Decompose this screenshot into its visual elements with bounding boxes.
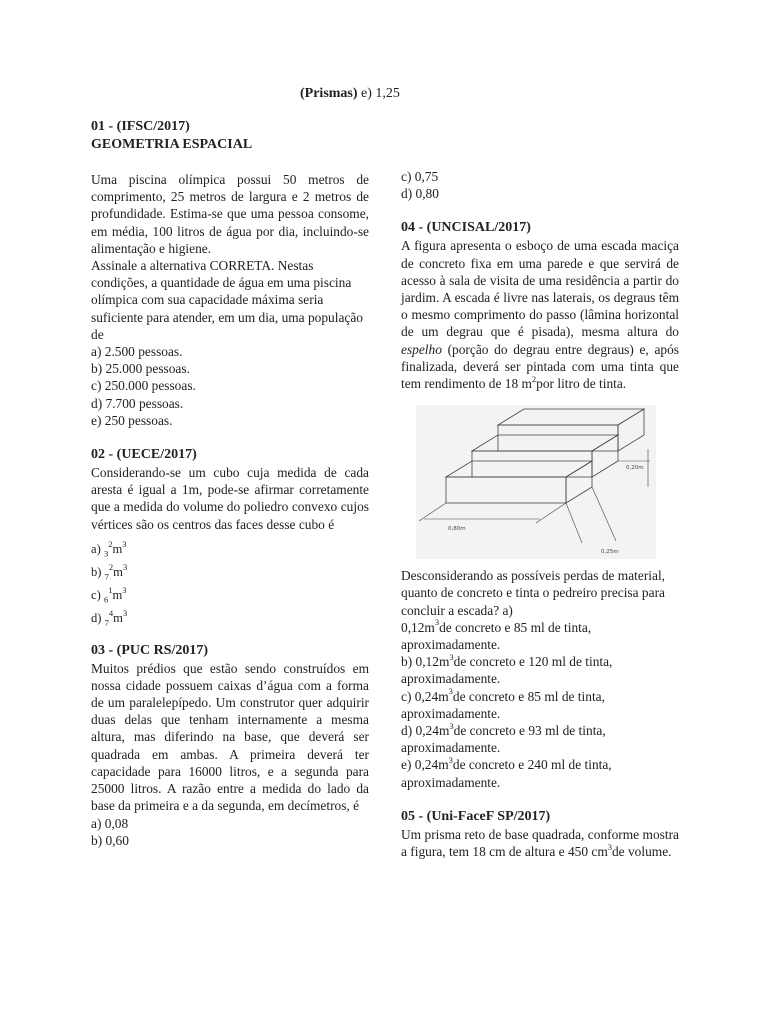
step-1-side: [566, 461, 592, 503]
q3-option-c: c) 0,75: [401, 169, 439, 184]
q2-source: 02 - (UECE/2017): [91, 447, 197, 463]
step-3-front: [498, 425, 618, 451]
q4-source: 04 - (UNCISAL/2017): [401, 220, 531, 236]
q5-source: 05 - (Uni-FaceF SP/2017): [401, 808, 551, 824]
q2-option-a: a) $_3^2m^3$: [91, 538, 127, 559]
q1-option-d: d) 7.700 pessoas.: [91, 395, 184, 411]
q4-text: A figura apresenta o esboço de uma escada maciça de concreto fixa em uma parede e que servirá de acesso à sala de visita de uma residência a partir do jardim. A escada é livre nas laterais, os degraus têm o mesmo comprimento do passo (lâmina horizontal de um degrau que é pisada), mesma altura do espelho (porção do degrau entre degraus) e, após finalizada, deverá ser pintada com uma tinta que tem rendimento de 18 $m^2por$ litro de tinta.: [401, 238, 679, 392]
right-column: [401, 168, 679, 860]
q2-option-c: c) $_6^1m^3$: [91, 585, 127, 605]
q1-option-a: a) 2.500 pessoas.: [91, 344, 183, 360]
q4-option-b: b) $0,12m^3de$ concreto e 120 ml de tinta, aproximadamente.: [401, 651, 613, 687]
q4-option-e: e) $0,24m^3de$ concreto e 240 ml de tinta, aproximadamente.: [401, 755, 612, 790]
q3-option-b: b) 0,60: [91, 832, 129, 848]
header-answer: e) 1,25: [361, 86, 400, 101]
q2-option-b: b) $_7^2m^3$: [91, 561, 128, 582]
q4-option-c: c) $0,24m^3de$ concreto e 85 ml de tinta, aproximadamente.: [401, 686, 605, 721]
q1-option-e: e) 250 pessoas.: [91, 412, 173, 428]
q2-text: Considerando-se um cubo cuja medida de cada aresta é igual a 1m, pode-se afirmar corretamente que a medida do volume do poliedro convexo cujos vértices são os centros das faces desse cubo é: [91, 465, 369, 532]
q4-question: Desconsiderando as possíveis perdas de material, quanto de concreto e tinta o pedreiro precisa para concluir a escada? a): [401, 568, 666, 618]
label-depth: 0,25m: [601, 549, 619, 556]
q1-text: Uma piscina olímpica possui 50 metros de comprimento, 25 metros de largura e 2 metros de profundidade. Estima-se que uma pessoa consome, em média, 100 litros de água por dia, incluindo-se alimentação e higiene.: [91, 172, 369, 256]
q1-option-c: c) 250.000 pessoas.: [91, 378, 196, 394]
step-2-front: [472, 451, 592, 477]
q5-text: Um prisma reto de base quadrada, conforme mostra a figura, tem 18 cm de altura e 450 $cm^3de$ volume.: [401, 826, 679, 860]
q1-option-b: b) 25.000 pessoas.: [91, 361, 190, 377]
q1-source: 01 - (IFSC/2017): [91, 119, 190, 134]
q3-option-a: a) 0,08: [91, 815, 129, 831]
q4-option-d: d) $0,24m^3de$ concreto e 93 ml de tinta, aproximadamente.: [401, 720, 606, 756]
step-2-side: [592, 435, 618, 477]
header-topic: (Prismas): [300, 86, 358, 101]
q3-source: 03 - (PUC RS/2017): [91, 642, 209, 658]
q3-text: Muitos prédios que estão sendo construídos em nossa cidade possuem caixas d’água com a forma de um paralelepípedo. Um construtor quer adquirir duas delas que tenham internamente a mesma altura, mas diferindo na base, que deverá ser quadrada em ambas. A primeira deverá ter capacidade para 16000 litros, e a segunda para 25000 litros. A razão entre a medida do lado da base da primeira e a da segunda, em decímetros, é: [91, 660, 369, 814]
q1-instruction: Assinale a alternativa CORRETA. Nestas condições, a quantidade de água em uma piscina olímpica com sua capacidade máxima seria suficiente para atender, em um dia, uma população de: [91, 258, 363, 342]
staircase-figure: [416, 405, 656, 559]
q1-subject: GEOMETRIA ESPACIAL: [91, 137, 253, 152]
q4-option-a: $0,12m^3de$ concreto e 85 ml de tinta, aproximadamente.: [401, 617, 592, 653]
label-width: 0,80m: [448, 526, 466, 533]
step-1-front: [446, 477, 566, 503]
q2-option-d: d) $_7^4m^3$: [91, 608, 128, 628]
label-height: 0,20m: [626, 465, 644, 472]
left-column: [91, 118, 369, 849]
page-header: [300, 86, 400, 102]
step-3-side: [618, 409, 644, 451]
q3-option-d: d) 0,80: [401, 186, 439, 202]
staircase-drawing: [416, 405, 656, 559]
